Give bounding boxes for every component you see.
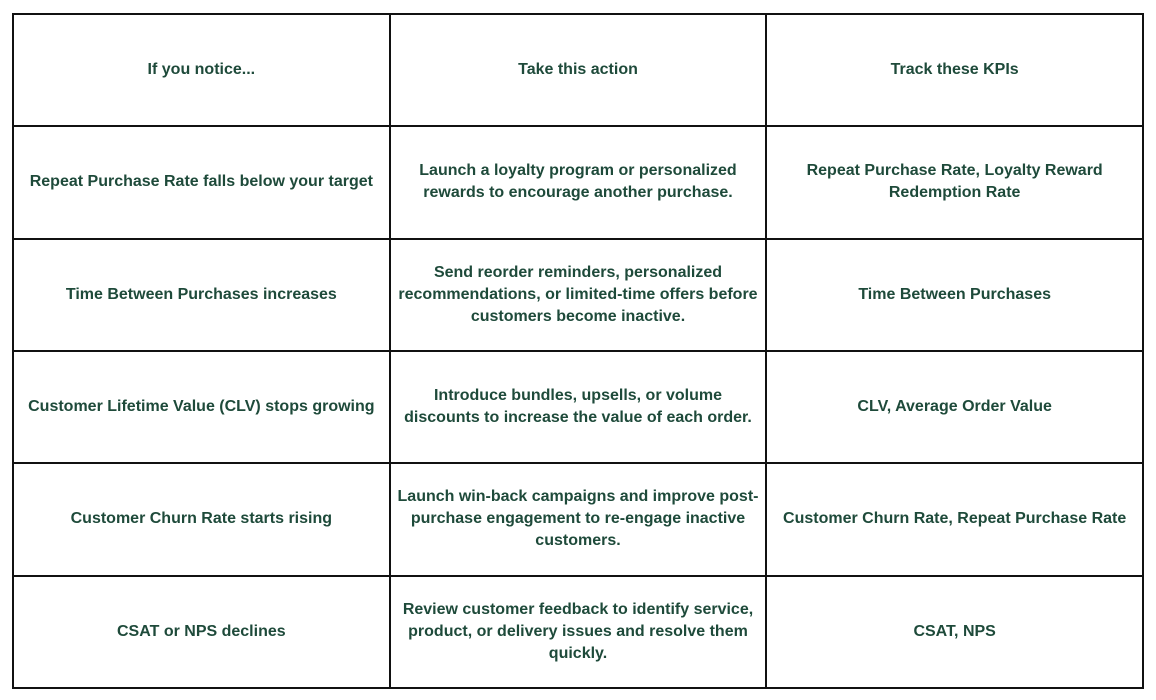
table-cell-kpis: Customer Churn Rate, Repeat Purchase Rate — [767, 464, 1144, 576]
table-cell-kpis: Time Between Purchases — [767, 240, 1144, 352]
column-header-notice: If you notice... — [14, 15, 391, 127]
table-cell-notice: Customer Churn Rate starts rising — [14, 464, 391, 576]
table-cell-notice: Customer Lifetime Value (CLV) stops growing — [14, 352, 391, 464]
column-header-action: Take this action — [391, 15, 768, 127]
table-cell-kpis: CSAT, NPS — [767, 577, 1144, 689]
table-cell-action: Send reorder reminders, personalized recommendations, or limited-time offers before customers become inactive. — [391, 240, 768, 352]
table-cell-kpis: CLV, Average Order Value — [767, 352, 1144, 464]
table-cell-action: Launch win-back campaigns and improve post-purchase engagement to re-engage inactive customers. — [391, 464, 768, 576]
table-cell-notice: Repeat Purchase Rate falls below your target — [14, 127, 391, 239]
kpi-action-table — [12, 13, 1144, 689]
table-cell-action: Review customer feedback to identify service, product, or delivery issues and resolve them quickly. — [391, 577, 768, 689]
table-cell-action: Introduce bundles, upsells, or volume discounts to increase the value of each order. — [391, 352, 768, 464]
table-cell-notice: CSAT or NPS declines — [14, 577, 391, 689]
column-header-kpis: Track these KPIs — [767, 15, 1144, 127]
table-cell-kpis: Repeat Purchase Rate, Loyalty Reward Redemption Rate — [767, 127, 1144, 239]
table-cell-action: Launch a loyalty program or personalized rewards to encourage another purchase. — [391, 127, 768, 239]
table-cell-notice: Time Between Purchases increases — [14, 240, 391, 352]
